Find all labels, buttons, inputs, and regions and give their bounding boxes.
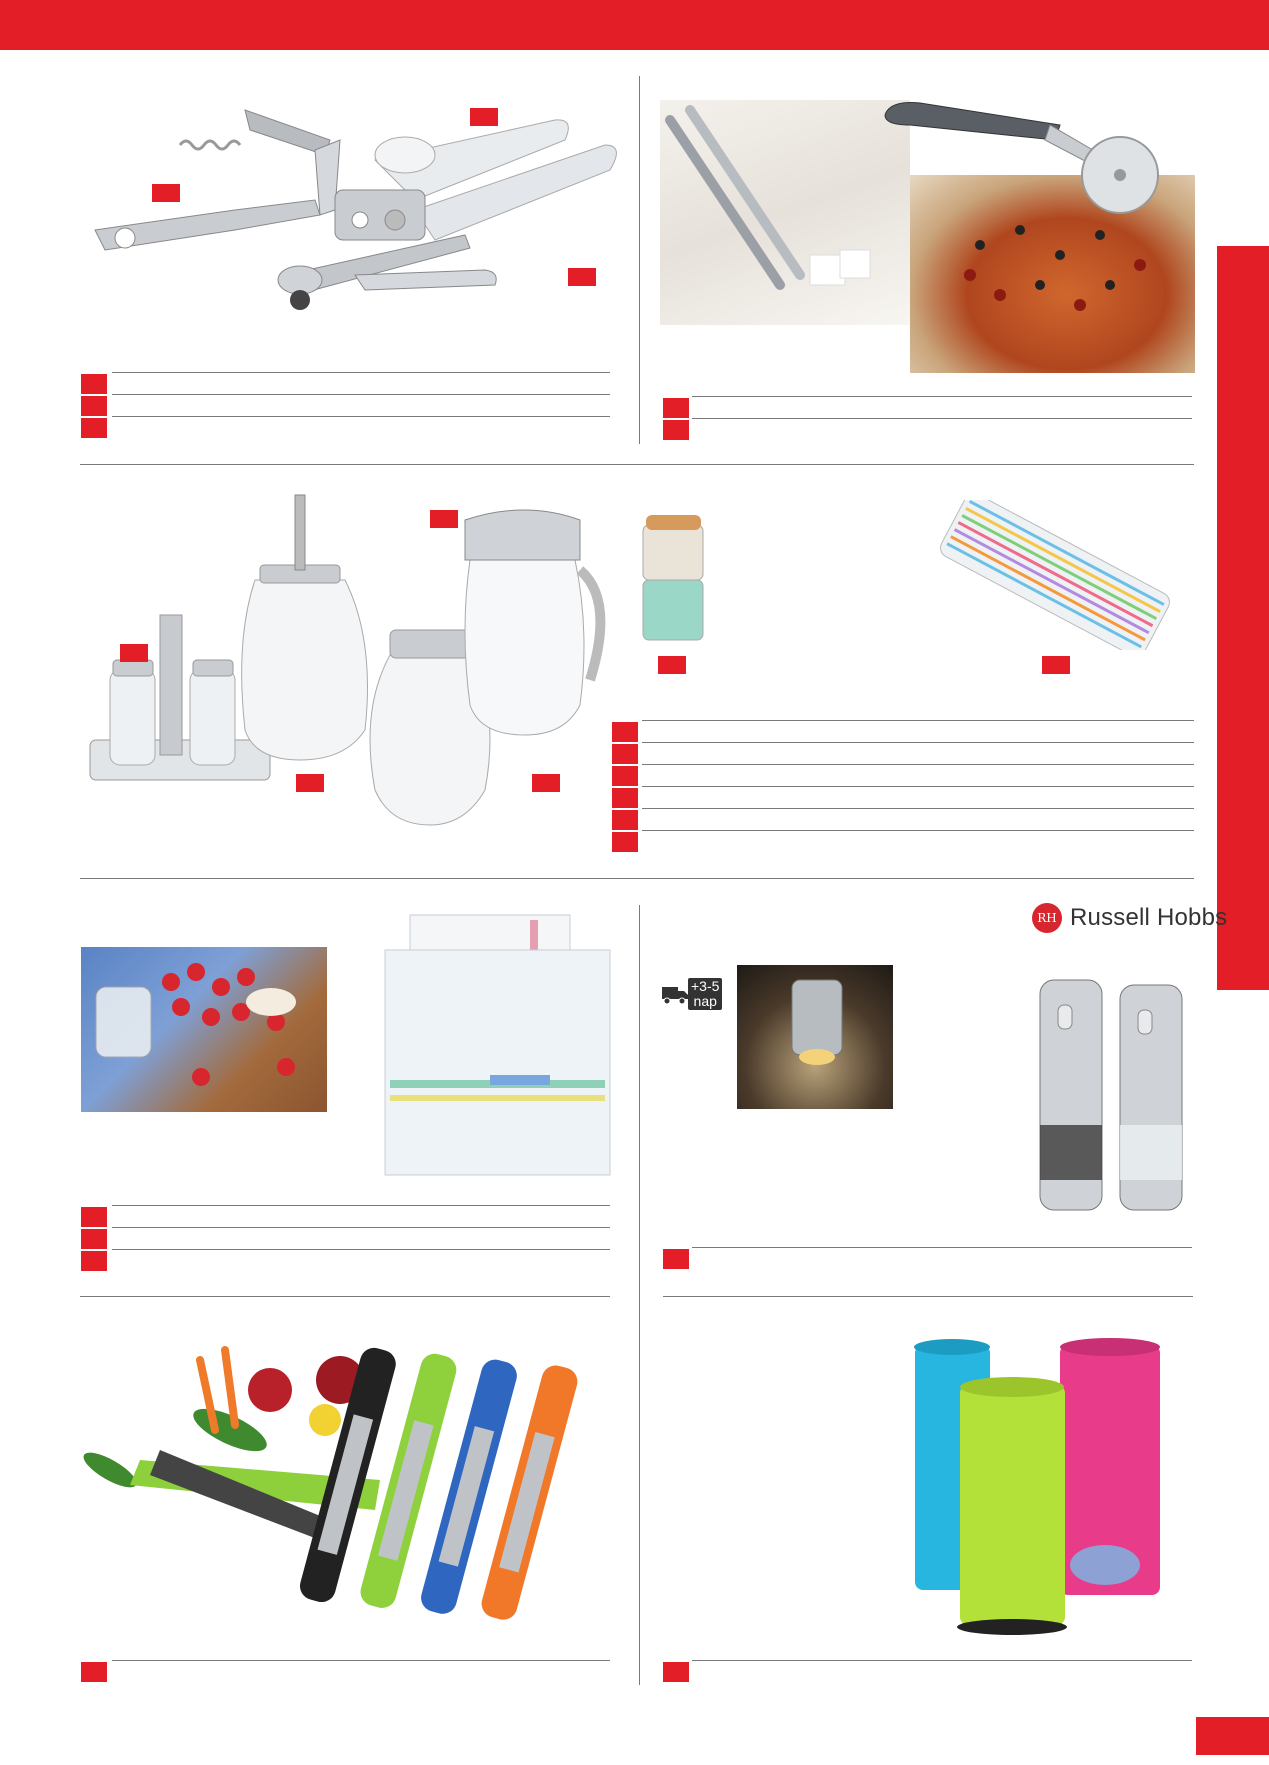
spec-line — [692, 1660, 1192, 1661]
item-tag-toothpicks — [658, 656, 686, 674]
graters-image — [80, 1320, 625, 1630]
item-tag-cruet-set — [120, 644, 148, 662]
truck-icon — [662, 983, 688, 1005]
spec-line — [112, 1249, 610, 1250]
spec-line — [642, 742, 1194, 743]
item-tag-milk-jug — [430, 510, 458, 528]
openers-image — [85, 100, 625, 340]
row-tag — [612, 832, 638, 852]
item-tag-small-opener — [568, 268, 596, 286]
row-tag — [81, 1229, 107, 1249]
divider-vertical-bottom — [639, 905, 640, 1685]
row-tag — [81, 396, 107, 416]
spec-line — [112, 1205, 610, 1206]
toothpicks-image — [638, 505, 713, 645]
item-tag-can-opener — [470, 108, 498, 126]
row-tag — [612, 744, 638, 764]
row-tag — [612, 788, 638, 808]
mill-in-use-image — [737, 965, 893, 1109]
row-tag — [81, 1251, 107, 1271]
row-tag — [81, 374, 107, 394]
spec-line — [112, 394, 610, 395]
row-tag — [81, 418, 107, 438]
sugar-tongs-image — [660, 100, 910, 325]
row-tag — [81, 1662, 107, 1682]
russell-hobbs-brand — [1032, 903, 1227, 933]
russell-hobbs-logo: RH — [1032, 903, 1062, 933]
row-tag — [612, 810, 638, 830]
side-tab — [1217, 246, 1269, 990]
page-number-block — [1196, 1717, 1269, 1755]
spec-line — [642, 830, 1194, 831]
electric-mills-image — [1030, 975, 1195, 1215]
spec-line — [112, 372, 610, 373]
spec-line — [642, 808, 1194, 809]
spec-line — [642, 720, 1194, 721]
section-divider — [80, 464, 1194, 465]
divider-vertical-top — [639, 76, 640, 444]
row-tag — [663, 420, 689, 440]
spec-line — [112, 1227, 610, 1228]
row-tag — [663, 1249, 689, 1269]
section-divider — [80, 878, 1194, 879]
spec-line — [112, 416, 610, 417]
spec-line — [642, 786, 1194, 787]
towels-image — [380, 910, 615, 1180]
spec-line — [692, 396, 1192, 397]
dispensers-image — [85, 490, 645, 840]
spec-line — [692, 418, 1192, 419]
delivery-badge — [662, 978, 722, 1010]
bottle-crushers-image — [910, 1335, 1180, 1635]
row-tag — [663, 398, 689, 418]
straws-image — [935, 500, 1175, 650]
spec-line — [692, 1247, 1192, 1248]
row-tag — [663, 1662, 689, 1682]
spec-line — [112, 1660, 610, 1661]
item-tag-shaker — [532, 774, 560, 792]
spec-line — [642, 764, 1194, 765]
header-bar — [0, 0, 1269, 50]
item-tag-corkscrew — [152, 184, 180, 202]
section-divider — [663, 1296, 1193, 1297]
strawberries-image — [81, 947, 327, 1112]
section-divider — [80, 1296, 610, 1297]
row-tag — [612, 766, 638, 786]
row-tag — [81, 1207, 107, 1227]
row-tag — [612, 722, 638, 742]
item-tag-straws — [1042, 656, 1070, 674]
item-tag-sugar-pourer — [296, 774, 324, 792]
delivery-time: +3-5 nap — [688, 978, 722, 1010]
brand-name: Russell Hobbs — [1070, 904, 1228, 931]
pizza-cutter-image — [880, 95, 1170, 215]
